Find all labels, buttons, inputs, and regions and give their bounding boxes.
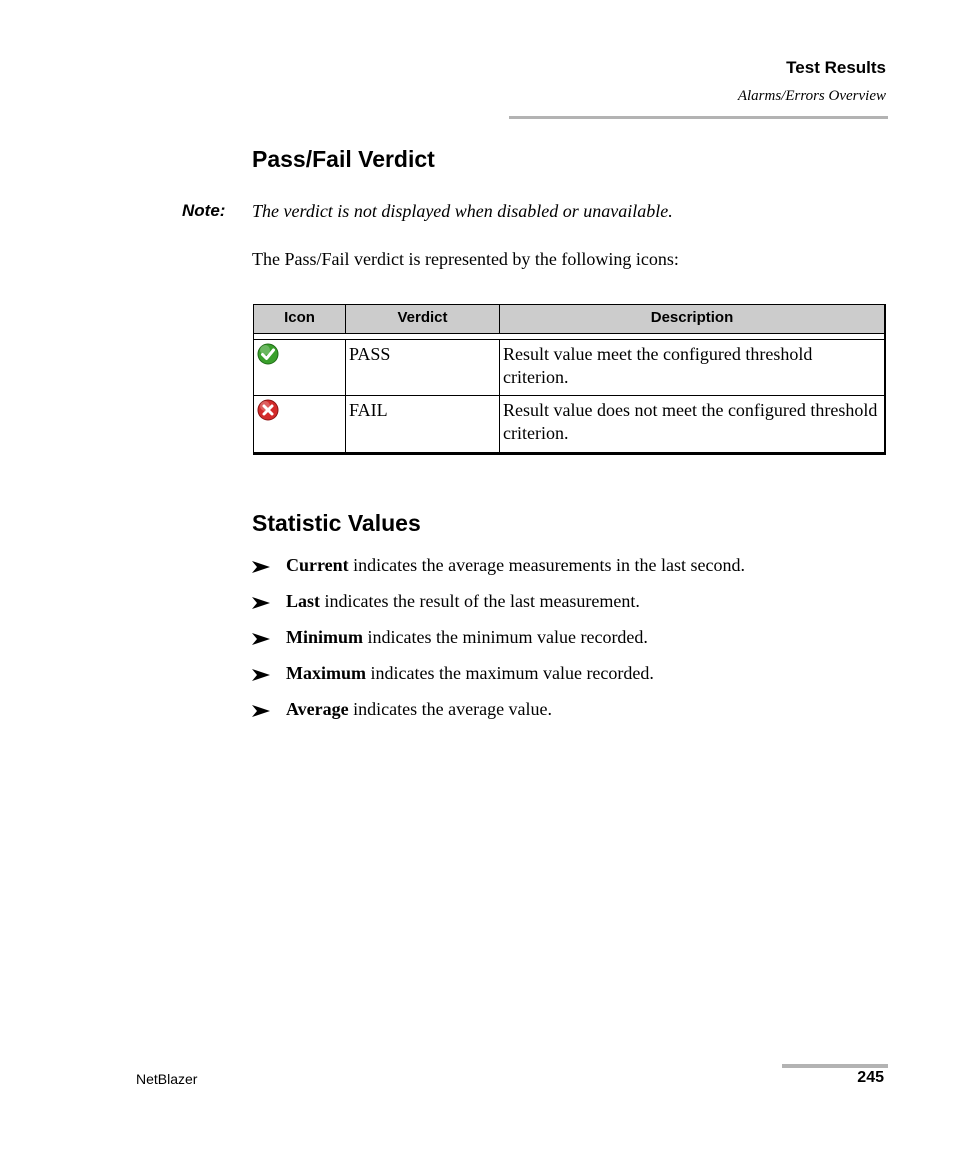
list-item xyxy=(252,588,745,624)
table-cell-icon xyxy=(254,396,345,452)
table-cell-verdict: PASS xyxy=(345,340,499,395)
list-item-term: Current xyxy=(286,555,349,575)
arrow-bullet-icon xyxy=(252,561,270,573)
footer-product-name: NetBlazer xyxy=(136,1071,198,1087)
list-item-term: Average xyxy=(286,699,349,719)
list-item-text: indicates the minimum value recorded. xyxy=(363,627,648,647)
table-cell-verdict: FAIL xyxy=(345,396,499,452)
list-item-term: Minimum xyxy=(286,627,364,647)
pass-check-icon xyxy=(257,343,279,365)
page-number: 245 xyxy=(857,1069,884,1086)
list-item-text: indicates the average value. xyxy=(348,699,553,719)
table-header-icon: Icon xyxy=(284,309,315,326)
list-item-term: Maximum xyxy=(286,663,366,683)
running-header-subtitle: Alarms/Errors Overview xyxy=(737,88,886,104)
list-item-text: indicates the result of the last measurement. xyxy=(320,591,640,611)
verdict-table xyxy=(253,304,886,455)
note-label: Note: xyxy=(182,201,226,220)
arrow-bullet-icon xyxy=(252,705,270,717)
intro-paragraph: The Pass/Fail verdict is represented by the following icons: xyxy=(252,249,679,269)
list-item-term: Last xyxy=(286,591,321,611)
statistic-values-list xyxy=(252,552,745,732)
arrow-bullet-icon xyxy=(252,669,270,681)
list-item-text: indicates the average measurements in the last second. xyxy=(348,555,746,575)
table-header-description: Description xyxy=(499,305,884,333)
table-cell-description: Result value does not meet the configured threshold criterion. xyxy=(499,396,884,452)
note-text: The verdict is not displayed when disabled or unavailable. xyxy=(252,201,673,221)
arrow-bullet-icon xyxy=(252,597,270,609)
footer-rule xyxy=(782,1064,888,1068)
list-item xyxy=(252,552,745,588)
section-heading-statistic-values: Statistic Values xyxy=(252,510,421,536)
table-row xyxy=(254,340,884,395)
table-body xyxy=(253,339,886,455)
list-item xyxy=(252,696,745,732)
table-cell-icon xyxy=(254,340,345,395)
list-item xyxy=(252,660,745,696)
list-item xyxy=(252,624,745,660)
table-header-row xyxy=(253,304,886,334)
table-header-verdict: Verdict xyxy=(345,305,499,333)
table-cell-description: Result value meet the configured threshold criterion. xyxy=(499,340,884,395)
header-rule xyxy=(509,116,888,119)
table-row xyxy=(254,395,884,452)
running-header-title: Test Results xyxy=(786,58,886,77)
arrow-bullet-icon xyxy=(252,633,270,645)
fail-x-icon xyxy=(257,399,279,421)
section-heading-pass-fail: Pass/Fail Verdict xyxy=(252,146,435,172)
list-item-text: indicates the maximum value recorded. xyxy=(366,663,654,683)
